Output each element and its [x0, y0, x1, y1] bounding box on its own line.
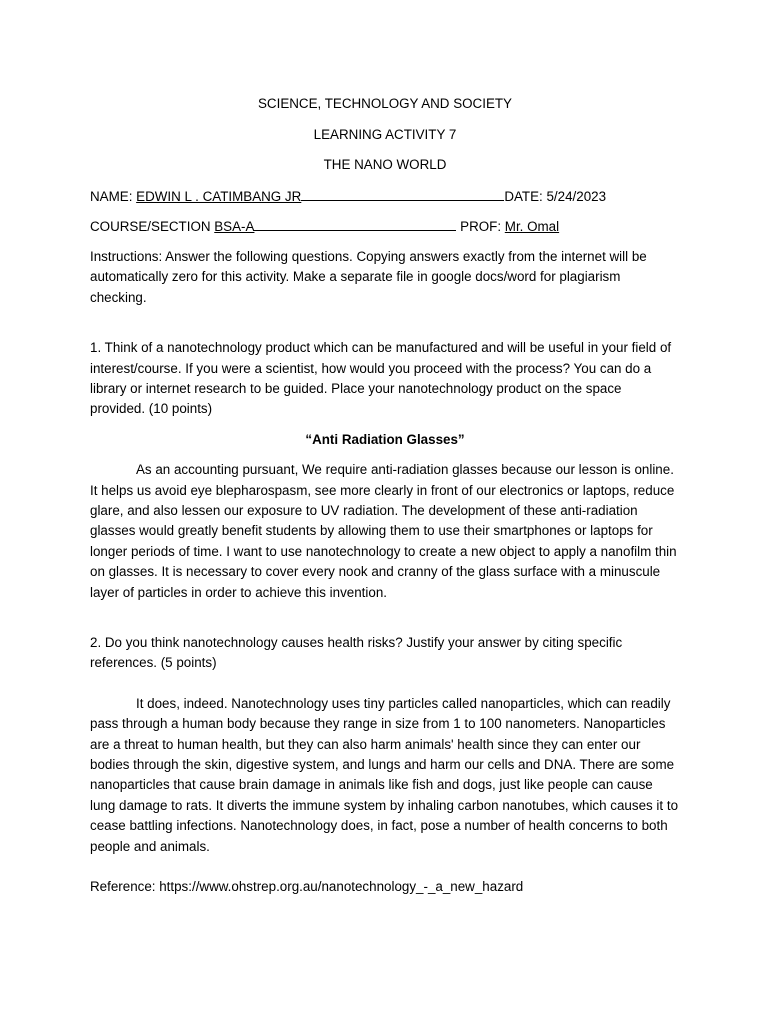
name-label: NAME:: [90, 188, 137, 204]
question-1-answer: As an accounting pursuant, We require anti-radiation glasses because our lesson is online. It helps us avoid eye blepharospasm, see more clearly in front of our electronics or laptops, reduce glare, and also lessen our exposure to UV radiation. The development of these anti-radiation glasses would greatly benefit students by allowing them to use their smartphones or laptops for longer periods of time. I want to use nanotechnology to create a new object to apply a nanofilm thin on glasses. It is necessary to cover every nook and cranny of the glass surface with a minuscule layer of particles in order to achieve this invention.: [90, 462, 677, 600]
name-date-line: [90, 186, 680, 206]
prof-value: Mr. Omal: [504, 219, 560, 235]
name-fill-line: [301, 186, 504, 201]
course-label: COURSE/SECTION: [90, 219, 215, 235]
instructions-text: Instructions: Answer the following questions. Copying answers exactly from the internet will be automatically zero for this activity. Make a separate file in google docs/word for plagiarism checking.: [90, 248, 647, 305]
course-fill-line: [254, 216, 456, 231]
activity-heading: LEARNING ACTIVITY 7: [313, 126, 457, 142]
prof-label: PROF:: [456, 219, 505, 235]
question-2-answer: It does, indeed. Nanotechnology uses tiny particles called nanoparticles, which can readily pass through a human body because they range in size from 1 to 100 nanometers. Nanoparticles are a threat to human health, but they can also harm animals' health since they can enter our bodies through the skin, digestive system, and lungs and harm our cells and DNA. There are some nanoparticles that cause brain damage in animals like fish and dogs, just like people can cause lung damage to rats. It diverts the immune system by inhaling carbon nanotubes, which causes it to cease battling infections. Nanotechnology does, in fact, pose a number of health concerns to both people and animals.: [90, 695, 679, 854]
course-prof-line: [90, 216, 680, 236]
product-title: “Anti Radiation Glasses”: [305, 431, 465, 447]
name-value: EDWIN L . CATIMBANG JR: [136, 188, 302, 204]
question-1-prompt: 1. Think of a nanotechnology product which can be manufactured and will be useful in your field of interest/course. If you were a scientist, how would you proceed with the process? You can do a library or internet research to be guided. Place your nanotechnology product on the space provided. (10 points): [90, 340, 672, 417]
course-value: BSA-A: [214, 219, 255, 235]
reference-text: Reference: https://www.ohstrep.org.au/nanotechnology_-_a_new_hazard: [90, 879, 524, 895]
date-label: DATE: 5/24/2023: [504, 188, 607, 204]
subject-heading: SCIENCE, TECHNOLOGY AND SOCIETY: [258, 96, 512, 111]
document-page: [90, 94, 680, 897]
topic-heading: THE NANO WORLD: [323, 157, 447, 173]
question-2-prompt: 2. Do you think nanotechnology causes health risks? Justify your answer by citing specific references. (5 points): [90, 634, 623, 671]
